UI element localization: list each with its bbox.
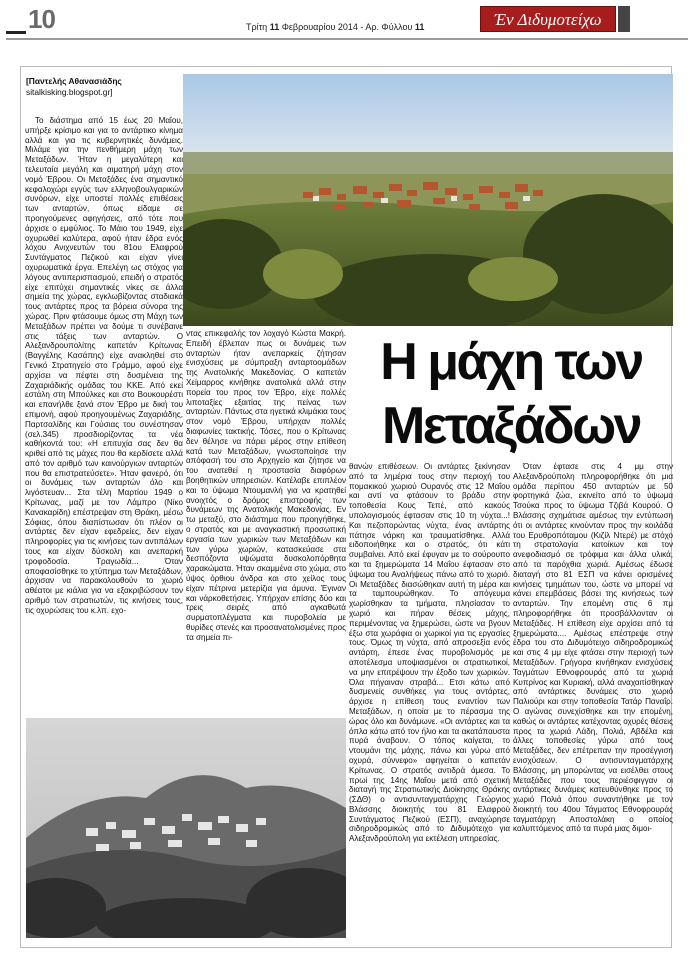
byline-author: [Παντελής Αθανασιάδης xyxy=(26,76,122,86)
headline xyxy=(350,334,672,459)
dateline-month-year: Φεβρουαρίου 2014 - Αρ. Φύλλου xyxy=(279,22,415,32)
column-2-text: ντας επικεφαλής τον λοχαγό Κώστα Μακρή. Επειδή έβλεπαν πως οι δυνάμεις των ανταρτών ήταν ανεπαρκείς ζήτησαν ενισχύσεις με σύμπραξη ανταρτοομάδων της Ανατολικής Μακεδονίας. Ο καπετάν Χείμαρρος κινήθηκε ανατολικά αλλά στην πορεία του προς τον Έβρο, είχε πολλές λιποταξίες εξαιτίας της πείνας των ανταρτών. Πάντως στα ηγετικά κλιμάκια τους στον νομό Έβρου, υπήρχαν πολλές διαφωνίες τακτικής. Τόσες, που ο Κρίτωνας δεν θέλησε να πάρει μέρος στην επίθεση κατά των Μεταξάδων, γνωστοποίησε την απόφασή του στο Αρχηγείο και ζήτησε να του ανατεθεί η προστασία διαφόρων βοηθητικών υπηρεσιών. Κατέλαβε επιπλέον και το ύψωμα Ντουμανλή για να κρατηθεί ανοιχτός ο δρόμος επιστροφής των δυνάμεων της Ανατολικής Μακεδονίας. Εν τω μεταξύ, στο διάστημα που προηγήθηκε, ο στρατός και με αναγκαστική προσωπική εργασία των χωρικών των Μεταξάδων και των γύρω χωριών, κατασκεύασε στα δεσπόζοντα υψώματα δυσκολοπόρθητα χαρακώματα. Ήταν σκαμμένα στο χώμα, στο ύψος όρθιου άνδρα και στο χείλος τους είχαν πέτρινα μετερίζια για άμυνα. Έγιναν και νάρκοθετήσεις. Υπήρχαν επίσης δύο και τρεις σειρές από αγκαθωτά συρματοπλέγματα και πυροβολεία με θυρίδες στενές και προσανατολισμένες προς τα σημεία πι- xyxy=(186,329,346,642)
dateline-day: Τρίτη xyxy=(246,22,270,32)
page-number: 10 xyxy=(28,4,55,34)
hillside-village-photo xyxy=(26,718,346,938)
masthead-ornament-icon xyxy=(618,6,630,32)
column-1-text: Το διάστημα από 15 έως 20 Μαΐου, υπήρξε κρίσιμο και για το αντάρτικο κίνημα αλλά και για τις κυβερνητικές δυνάμεις. Μιλάμε για την πενθήμερη μάχη των Μεταξάδων. Ήταν η μεγαλύτερη και τελευταία μεγάλη και αιματηρή μάχη στον νομό Έβρου. Οι Μεταξάδες ένα σημαντικό κεφαλοχώρι εγγύς των ελληνοβουλγαρικών συνόρων, είχε υποστεί πολλές επιθέσεις των ανταρτών, όπως είδαμε σε προηγούμενες αφηγήσεις, από τότε που άρχισε ο εμφύλιος. Το Μάιο του 1949, είχε οχυρωθεί καλύτερα, αφού ήταν έδρα ενός λόχου Ανιχνευτών του 81ου Ελαφρού Συντάγματος Πεζικού και είχαν γίνει οχυρωματικά έργα. Επελέγη ως στόχος για λόγους αντιπερισπασμού, επειδή ο στρατός είχε επιτύχει σημαντικές νίκες σε άλλα σημεία της χώρας, εγκλωβίζοντας σταδιακά τους αντάρτες προς τα βόρεια σύνορα της χώρας. Πριν φτάσουμε όμως στη Μάχη των Μεταξάδων πρέπει να δούμε τι συνέβαινε στις τάξεις των ανταρτών. Ο Αλεξανδρουπολίτης καπετάν Κρίτωνας (Βαγγέλης Κασάπης) είχε ανακληθεί στο Γενικό Στρατηγείο στο Γράμμο, αφού είχε αρχίσει να πέφτει στη δυσμένεια της Ζαχαριάδικής ομάδας του ΚΚΕ. Από εκεί εστάλη στη Μπούλκες και στο Βουκουρέστι και επανήλθε ξανά στον Έβρο με δική του επιμονή, αφού προηγουμένως Ζαχαριάδης, Παρτσαλίδης και Γούσιας του συνέστησαν (σελ.345) προσδιορίζοντας τα νέα καθήκοντά του: «Η επιτυχία σας δεν θα κριθεί από τις μάχες που θα κερδίσετε αλλά από τον αριθμό των καινούργιων ανταρτών που θα επιστρατεύσετε». Ήταν φανερό, ότι οι δυνάμεις των ανταρτών όλο και λιγόστευαν... Στα τέλη Μαρτίου 1949 ο Κρίτωνας, μαζί με τον Λάμπρο (Νίκο Κανακαρίδη) επέστρεψαν στη Θράκη, μέσω Σόφιας, όπου διαπίστωσαν ότι πλέον οι αντάρτες δεν είχαν εφεδρείες, δεν είχαν πληροφορίες για τις κινήσεις των αντιπάλων τους και είχαν δύσκολη και ανεπαρκή τροφοδοσία. Τραγωδία... Όταν αποφασίσθηκε το χτύπημα των Μεταξάδων, άρχισαν να παρακολουθούν το χωριό αθέατοι με κιάλια για να εξακριβώσουν τον αριθμό των στρατιωτών, τις κινήσεις τους, τις οχυρώσεις του κ.λπ. εχο- xyxy=(25,116,183,615)
masthead: Έν Διδυμοτείχω xyxy=(480,6,616,32)
article-column-4 xyxy=(513,462,673,938)
dateline xyxy=(246,22,424,32)
byline-blog: sitalkisking.blogspot.gr] xyxy=(26,87,113,97)
column-3-text: θανών επιθέσεων. Οι αντάρτες ξεκίνησαν από τα λημέρια τους στην περιοχή του πομακικού χωριού Ουρανός στις 12 Μαΐου και αντί να φτάσουν το βράδυ στην τοποθεσία Κους Τεπέ, από κακούς υπολογισμούς έφτασαν στις 10 τη νύχτα...! Και πεζοπορώντας νύχτα, ένας αντάρτης πάτησε νάρκη και τραυματίσθηκε. Αλλά ειδοποιήθηκε και ο στρατός, ότι κάτι συμβαίνει. Από εκεί έφυγαν με το σούρουπο και τα ξημερώματα 14 Μαΐου έφτασαν στο ύψωμα του Αναλήψεως πάνω από το χωριό. Οι Μεταξάδες διασώθηκαν αυτή τη μέρα και τα ταμπουρώθηκαν. Το απόγευμα χωρίσθηκαν τα τμήματα, πλησίασαν το χωριό και πήραν θέσεις μάχης, περιμένοντας να ξημερώσει, ώστε να βγουν έξω στα χωράφια οι χωρικοί για τις εργασίες τους. Όμως τη νύχτα, από απροσεξία ενός αντάρτη, έπεσε ένας πυροβολισμός με αποτέλεσμα υποψιασμένοι οι στρατιωτικοί, να μην επιτρέψουν την έξοδο των χωρικών. Όλα πήγαιναν στραβά... Ετσι κάτω από δυσμενείς συνθήκες για τους αντάρτες, άρχισε η επίθεση τους εναντίον των Μεταξάδων, η οποία με το πέρασμα της ώρας όλο και δυνάμωνε. «Οι αντάρτες και τα όπλα κάτω από τον ήλιο και τα ακατάπαυστα πυρά άναβουν. Ο τόπος καίγεται, το ντουμάνι της μάχης, πάνω και γύρω από οχυρά, σύννεφο» αφηγείται ο καπετάν Κρίτωνας. Ο στρατός αντιδρά άμεσα. Το πρωί της 14ης Μαΐου μετά από σχετική διαταγή της Στρατιωτικής Διοίκησης Θράκης (ΣΔΘ) ο αντισυνταγματάρχης Γεώργιος Βλάσσης διοικητής του 81 Ελαφρού Συντάγματος Πεζικού (ΕΣΠ), αναχώρησε σιδηροδρομικώς από το Διδυμότειχο για Αλεξανδρούπολη για εκτέλεση υπηρεσίας. xyxy=(349,462,510,844)
hillside-village-illustration xyxy=(26,718,346,938)
page-header xyxy=(0,0,690,40)
byline xyxy=(26,76,122,98)
dateline-issue: 11 xyxy=(414,22,425,32)
column-4-text: Όταν έφτασε στις 4 μμ στην Αλεξανδρούπολη πληροφορήθηκε ότι μια ομάδα περίπου 450 ανταρτών με 50 φορτηγικά ζώα, εκινείτο από το ύψωμα Τσούκα προς το ύψωμα Τζιβά Κουρού. Ο Βλάσσης σχημάτισε αμέσως την εντύπωση ότι οι αντάρτες κινούνταν προς την κοιλάδα του Ερυθροπόταμου (Κιζίλ Ντερέ) με στόχο τη στρατολογία κατοίκων και τον ανεφοδιασμό σε τρόφιμα και άλλα υλικά, από τα παρόχθια χωριά. Αμέσως έδωσε διαταγή στο 81 ΕΣΠ να κάνει ορισμένες κινήσεις τμημάτων του, ώστε να μπορεί να κάνει επεμβάσεις βάσει της κινήσεως των ανταρτών. Την επομένη στις 6 πμ πληροφορήθηκε ότι προσβάλλονταν οι Μεταξάδες. Η επίθεση είχε αρχίσει από τα ξημερώματα.... Αμέσως επέστρεψε στην έδρα του στο Διδυμότειχο σιδηροδρομικώς και στις 4 μμ είχε φτάσει στην περιοχή των Μεταξάδων. Γρήγορα κινήθηκαν ενισχύσεις Ταγμάτων Εθνοφρουράς από τα χωριά Κυπρίνος και Κυριακή, αλλά αναχαιτίσθηκαν από αντάρτικες δυνάμεις στο χωριό Παλιούρι και στην τοποθεσία Τατάρ Παναΐρ. Ο αγώνας συνεχίσθηκε και την επομένη, καθώς οι αντάρτες κατέχοντας οχυρές θέσεις προς τα χωριά Λάδη, Πολιά, Αβδέλα και άλλες τοποθεσίες γύρω από τους Μεταξάδες, δεν επέτρεπαν την προσέγγιση ενισχύσεων. Ο αντισυνταγματάρχης Βλάσσης, μη μπορώντας να εισέλθει στους Μεταξάδες που τους περιέσφιγγαν οι αντάρτικες δυνάμεις κατευθύνθηκε προς το χωριό Πολιά όπου συναντήθηκε με τον διοικητή του 40ου Τάγματος Εθνοφρουράς ταγματάρχη Αποστολάκη ο οποίος καλυπτόμενος από τα πυρά μιας διμοι- xyxy=(513,462,673,834)
article-column-2 xyxy=(186,329,346,733)
header-rule xyxy=(6,38,688,40)
village-landscape-illustration xyxy=(183,74,673,326)
article-column-3 xyxy=(349,462,510,938)
village-landscape-photo xyxy=(183,74,673,326)
header-rule-mark xyxy=(6,31,26,34)
dateline-date: 11 xyxy=(269,22,280,32)
headline-line-1: Η μάχη των xyxy=(380,333,642,391)
article-column-1 xyxy=(25,116,183,706)
headline-line-2: Μεταξάδων xyxy=(381,397,641,455)
